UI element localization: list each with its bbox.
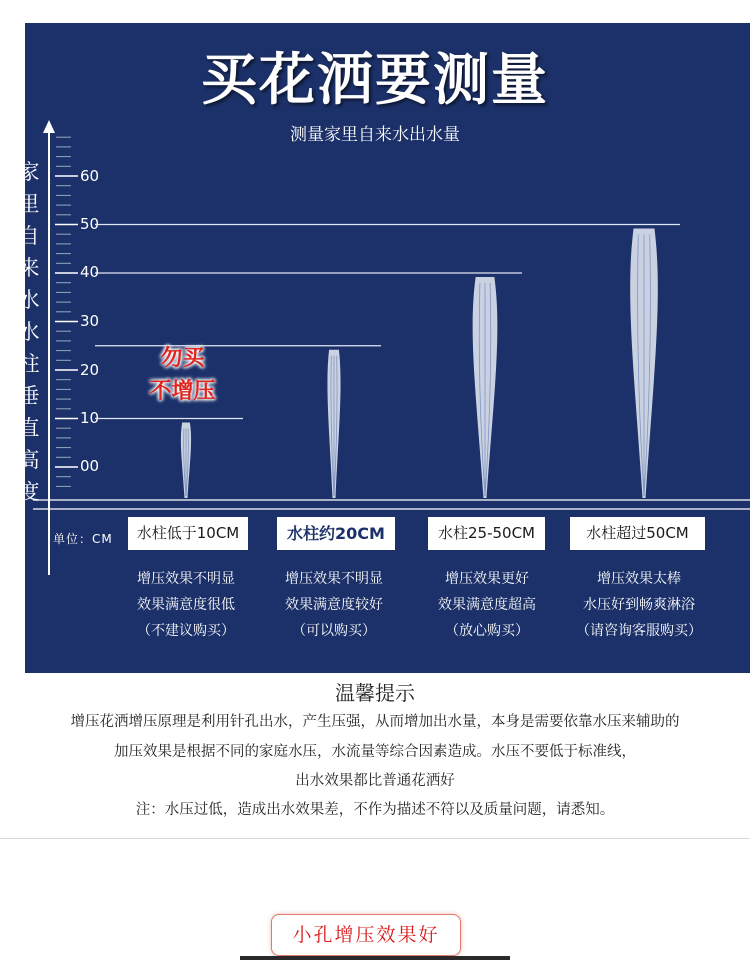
do-not-buy-warning xyxy=(130,342,235,408)
y-axis-title-char: 家 xyxy=(18,160,40,184)
description-line: 增压效果不明显 xyxy=(285,571,383,587)
description-line: 效果满意度超高 xyxy=(438,597,536,613)
y-axis-title-char: 柱 xyxy=(18,352,40,376)
section-divider xyxy=(0,838,750,839)
column-description xyxy=(259,566,409,644)
height-ruler xyxy=(43,120,78,575)
description-line: 增压效果太棒 xyxy=(597,571,681,587)
tips-line: 出水效果都比普通花洒好 xyxy=(295,773,455,789)
description-line: 增压效果不明显 xyxy=(137,571,235,587)
description-line: 效果满意度很低 xyxy=(137,597,235,613)
column-label-25-50cm: 水柱25-50CM xyxy=(428,517,545,550)
warning-line: 不增压 xyxy=(149,379,216,404)
y-axis-title-char: 来 xyxy=(18,256,40,280)
column-label-over-50cm: 水柱超过50CM xyxy=(570,517,705,550)
y-tick-label: 20 xyxy=(80,361,100,379)
y-axis-title-char: 直 xyxy=(18,416,40,440)
page-title: 买花洒要测量 xyxy=(201,48,549,113)
y-axis-arrow xyxy=(43,120,55,133)
y-tick-label: 60 xyxy=(80,167,100,185)
description-line: （放心购买） xyxy=(445,623,529,639)
tips-line: 增压花洒增压原理是利用针孔出水，产生压强，从而增加出水量，本身是需要依靠水压来辅助的 xyxy=(70,714,680,730)
bottom-bar xyxy=(240,956,510,960)
column-label-about-20cm: 水柱约20CM xyxy=(277,517,395,550)
water-jets xyxy=(181,229,658,499)
y-tick-label: 00 xyxy=(80,457,100,475)
description-line: 增压效果更好 xyxy=(445,571,529,587)
y-axis-title-char: 水 xyxy=(18,320,40,344)
description-line: 水压好到畅爽淋浴 xyxy=(583,597,695,613)
y-axis-title-char: 里 xyxy=(18,192,40,216)
tips-line: 注：水压过低，造成出水效果差，不作为描述不符以及质量问题，请悉知。 xyxy=(135,802,615,818)
description-line: 效果满意度较好 xyxy=(285,597,383,613)
column-description xyxy=(412,566,562,644)
y-axis-title-char: 度 xyxy=(18,480,40,504)
y-axis-title-char: 水 xyxy=(18,288,40,312)
tips-title: 温馨提示 xyxy=(335,681,415,705)
column-label-below-10cm: 水柱低于10CM xyxy=(128,517,248,550)
feature-banner: 小孔增压效果好 xyxy=(271,914,461,956)
description-line: （可以购买） xyxy=(292,623,376,639)
description-line: （不建议购买） xyxy=(137,623,235,639)
column-description xyxy=(564,566,714,644)
unit-label: 单位：CM xyxy=(53,532,113,546)
y-tick-label: 30 xyxy=(80,312,100,330)
y-tick-label: 40 xyxy=(80,263,100,281)
y-tick-label: 50 xyxy=(80,215,100,233)
baseline xyxy=(33,500,750,509)
column-description xyxy=(111,566,261,644)
tips-line: 加压效果是根据不同的家庭水压，水流量等综合因素造成。水压不要低于标准线， xyxy=(114,744,636,760)
page-subtitle: 测量家里自来水出水量 xyxy=(290,125,460,145)
description-line: （请咨询客服购买） xyxy=(576,623,702,639)
y-axis-title-char: 垂 xyxy=(18,384,40,408)
y-tick-label: 10 xyxy=(80,409,100,427)
y-axis-title-char: 高 xyxy=(18,448,40,472)
warning-line: 勿买 xyxy=(160,346,205,371)
y-axis-title-char: 自 xyxy=(18,224,40,248)
